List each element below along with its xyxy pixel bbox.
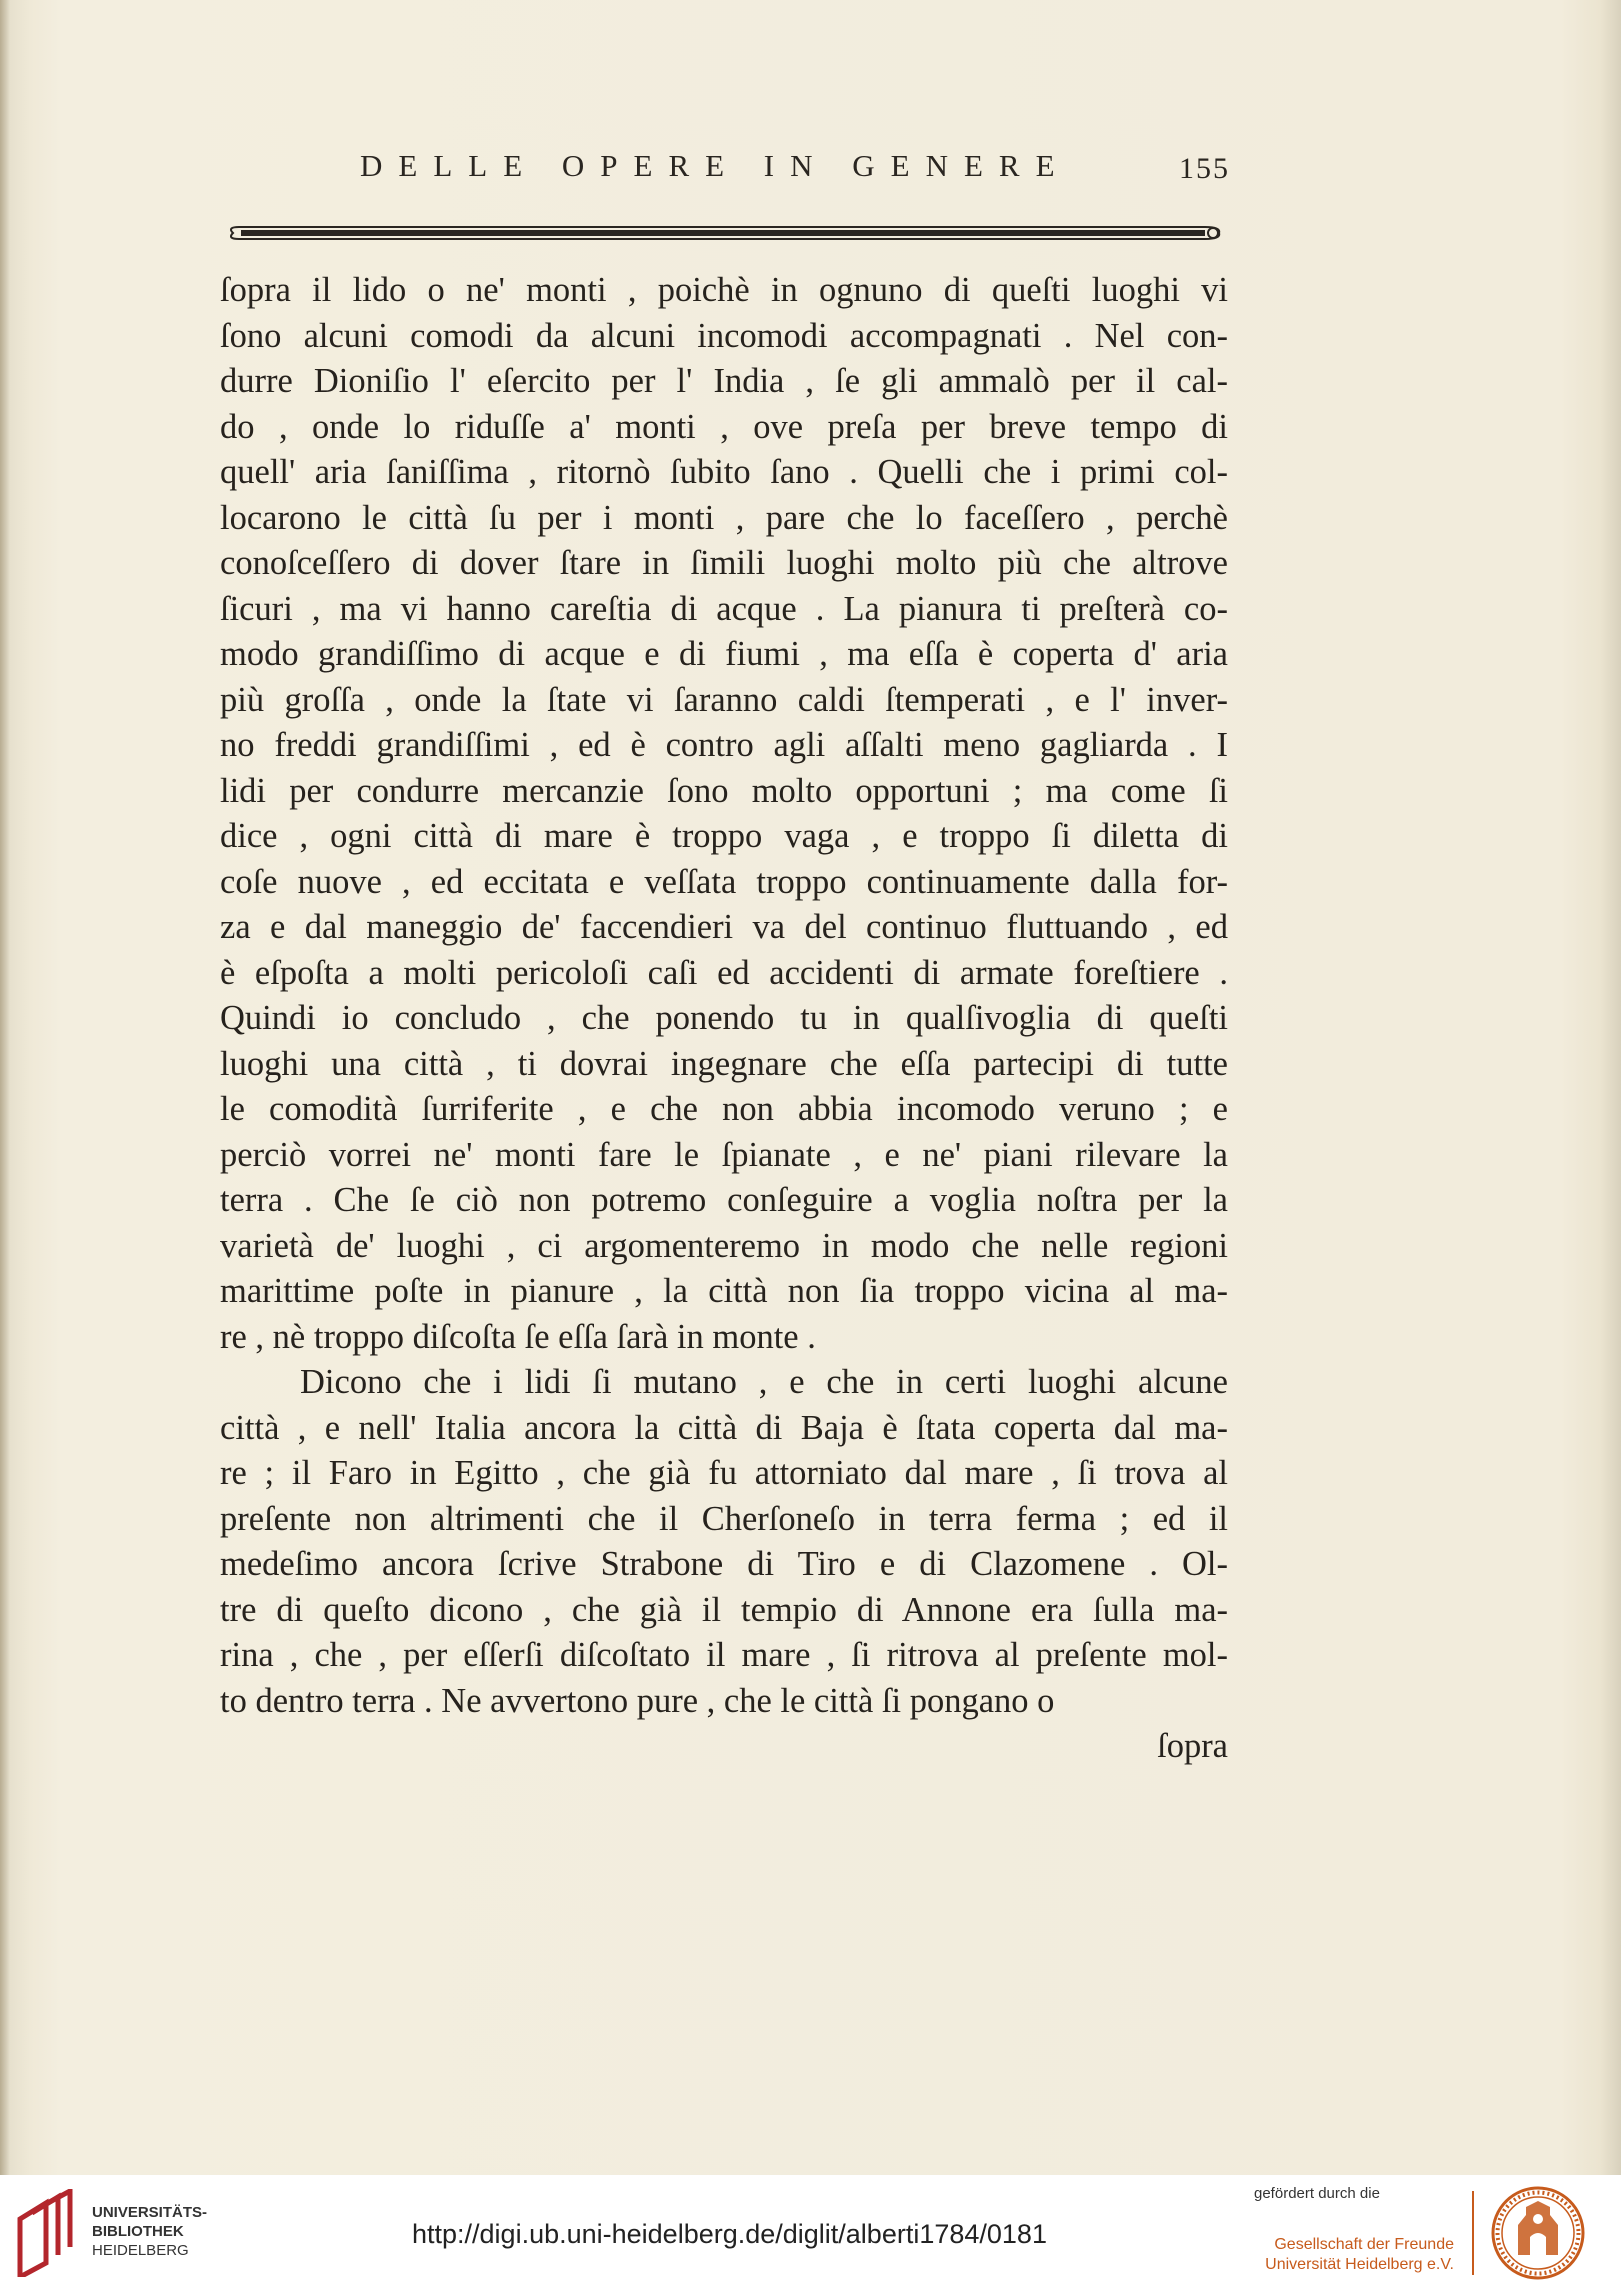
running-title: DELLE OPERE IN GENERE xyxy=(360,148,1071,183)
text-line: coſe nuove , ed eccitata e veſſata troppo continuamente dalla for- xyxy=(220,862,1228,901)
text-line: ſicuri , ma vi hanno careſtia di acque . La pianura ti preſterà co- xyxy=(220,589,1228,628)
page-spine-shadow xyxy=(0,0,10,2175)
text-line: locarono le città ſu per i monti , pare che lo faceſſero , perchè xyxy=(220,498,1228,537)
footer-bar xyxy=(0,2175,1621,2291)
text-line: è eſpoſta a molti pericoloſi caſi ed accidenti di armate foreſtiere . xyxy=(220,953,1228,992)
text-line: do , onde lo riduſſe a' monti , ove preſa per breve tempo di xyxy=(220,407,1228,446)
library-name-line: HEIDELBERG xyxy=(92,2242,189,2259)
text-line: rina , che , per eſſerſi diſcoſtato il mare , ſi ritrova al preſente mol- xyxy=(220,1636,1228,1674)
text-line: città , e nell' Italia ancora la città di Baja è ſtata coperta dal ma- xyxy=(220,1408,1228,1447)
university-seal-icon xyxy=(1490,2185,1586,2281)
society-name-line: Universität Heidelberg e.V. xyxy=(1265,2256,1454,2273)
library-name-line: BIBLIOTHEK xyxy=(92,2223,184,2240)
society-name xyxy=(1254,2235,1454,2275)
text-line: tre di queſto dicono , che già il tempio di Annone era ſulla ma- xyxy=(220,1590,1228,1629)
text-line: conoſceſſero di dover ſtare in ſimili luoghi molto più che altrove xyxy=(220,544,1228,582)
text-line: dice , ogni città di mare è troppo vaga , e troppo ſi diletta di xyxy=(220,817,1228,855)
text-line: za e dal maneggio de' faccendieri va del continuo fluttuando , ed xyxy=(220,908,1228,946)
running-head xyxy=(360,148,1240,192)
page-number: 155 xyxy=(1179,152,1230,185)
text-line: durre Dioniſio l' eſercito per l' India , ſe gli ammalò per il cal- xyxy=(220,362,1228,400)
text-line: ſopra il lido o ne' monti , poichè in ognuno di queſti luoghi vi xyxy=(220,271,1228,309)
text-line: re , nè troppo diſcoſta ſe eſſa ſarà in monte . xyxy=(220,1317,816,1356)
text-line: terra . Che ſe ciò non potremo conſeguire a voglia noſtra per la xyxy=(220,1181,1228,1219)
text-line: re ; il Faro in Egitto , che già fu attorniato dal mare , ſi trova al xyxy=(220,1454,1228,1492)
text-line: luoghi una città , ti dovrai ingegnare che eſſa partecipi di tutte xyxy=(220,1044,1228,1083)
text-line: medeſimo ancora ſcrive Strabone di Tiro e di Clazomene . Ol- xyxy=(220,1545,1228,1583)
text-line: no freddi grandiſſimi , ed è contro agli aſſalti meno gagliarda . I xyxy=(220,726,1228,764)
ornamental-rule xyxy=(225,221,1225,245)
text-line: Quindi io concludo , che ponendo tu in qualſivoglia di queſti xyxy=(220,999,1228,1037)
text-line: le comodità ſurriferite , e che non abbia incomodo veruno ; e xyxy=(220,1090,1228,1128)
text-line: ſono alcuni comodi da alcuni incomodi accompagnati . Nel con- xyxy=(220,316,1228,355)
footer-divider xyxy=(1472,2191,1474,2275)
text-line: Dicono che i lidi ſi mutano , e che in certi luoghi alcune xyxy=(300,1363,1228,1401)
catchword: ſopra xyxy=(1157,1727,1228,1765)
text-line: marittime poſte in pianure , la città non ſia troppo vicina al ma- xyxy=(220,1272,1228,1310)
text-line: varietà de' luoghi , ci argomenteremo in modo che nelle regioni xyxy=(220,1226,1228,1265)
text-line: perciò vorrei ne' monti fare le ſpianate , e ne' piani rilevare la xyxy=(220,1135,1228,1174)
funded-by-label: gefördert durch die xyxy=(1254,2185,1380,2202)
text-line: lidi per condurre mercanzie ſono molto opportuni ; ma come ſi xyxy=(220,771,1228,810)
text-line: quell' aria ſaniſſima , ritornò ſubito ſano . Quelli che i primi col- xyxy=(220,453,1228,491)
ub-heidelberg-logo-icon xyxy=(16,2189,78,2277)
text-line: modo grandiſſimo di acque e di fiumi , ma eſſa è coperta d' aria xyxy=(220,635,1228,673)
text-line: più groſſa , onde la ſtate vi ſaranno caldi ſtemperati , e l' inver- xyxy=(220,680,1228,719)
library-name xyxy=(92,2203,207,2260)
text-line: to dentro terra . Ne avvertono pure , che le città ſi pongano o xyxy=(220,1681,1055,1720)
society-name-line: Gesellschaft der Freunde xyxy=(1274,2236,1454,2253)
permalink-url[interactable]: http://digi.ub.uni-heidelberg.de/diglit/alberti1784/0181 xyxy=(412,2219,1047,2249)
library-name-line: UNIVERSITÄTS- xyxy=(92,2204,208,2221)
text-line: preſente non altrimenti che il Cherſoneſo in terra ferma ; ed il xyxy=(220,1499,1228,1538)
body-text xyxy=(220,268,1228,1770)
